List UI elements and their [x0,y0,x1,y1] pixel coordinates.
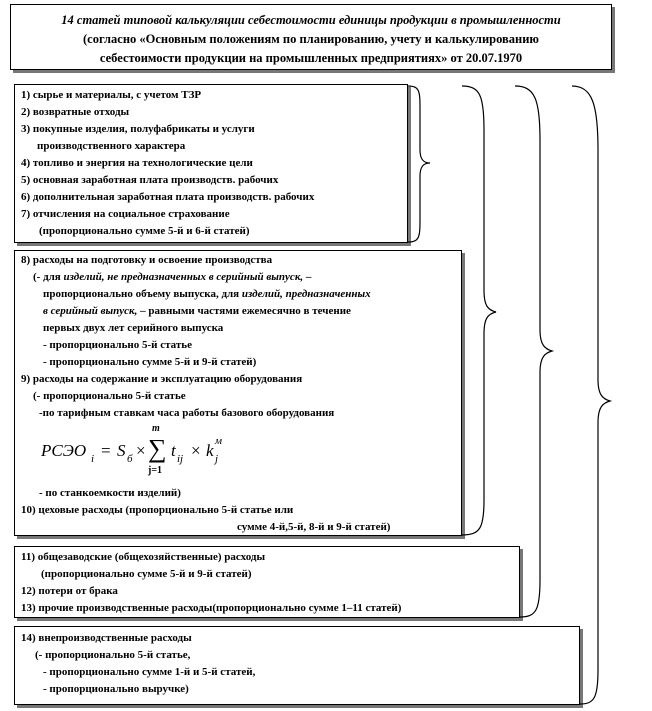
formula-s-sub: б [127,453,133,465]
item-6: 6) дополнительная заработная плата производств. рабочих [21,191,315,203]
item-5: 5) основная заработная плата производств. рабочих [21,174,279,186]
item-7: 7) отчисления на социальное страхование [21,208,230,220]
item-8-line-6: - пропорционально 5-й статье [43,339,192,351]
item-4: 4) топливо и энергия на технологические цели [21,157,253,169]
brace-production [515,86,552,617]
item-1: 1) сырье и материалы, с учетом ТЗР [21,89,202,101]
item-3-cont: производственного характера [37,140,186,152]
formula-sigma: ∑ [148,434,167,463]
formula-t: t [171,441,176,460]
item-14-line-2: (- пропорционально 5-й статье, [35,649,191,661]
formula-sum-top: m [152,423,160,434]
formula-sum-bottom: j=1 [148,465,163,476]
item-13: 13) прочие производственные расходы(пропорционально сумме 1–11 статей) [21,602,402,614]
item-8: 8) расходы на подготовку и освоение производства [21,254,273,266]
formula-k: k [206,441,214,460]
item-9-line-4: - по станкоемкости изделий) [39,487,181,499]
header-title: 14 статей типовой калькуляции себестоимости единицы продукции в промышленности [61,13,561,27]
item-8-l4a: в серийный выпуск, [43,305,138,317]
item-11-note: (пропорционально сумме 5-й и 9-й статей) [41,568,252,580]
item-10: 10) цеховые расходы (пропорционально 5-й статье или [21,504,294,516]
item-9-line-3: -по тарифным ставкам часа работы базового оборудования [39,407,335,419]
formula-lhs: РСЭО [41,441,87,460]
formula-k-sub: j [215,453,219,465]
item-8-l4b: – равными частями ежемесячно в течение [137,305,351,317]
item-9: 9) расходы на содержание и эксплуатацию оборудования [21,373,303,385]
header-subtitle-2: себестоимости продукции на промышленных предприятиях» от 20.07.1970 [99,51,523,65]
formula-k-sup: м [215,435,223,447]
formula-times-2: × [191,441,201,460]
formula-s: S [117,441,126,460]
item-14-line-4: - пропорционально выручке) [43,683,189,695]
item-10-cont: сумме 4-й,5-й, 8-й и 9-й статей) [237,521,391,533]
item-8-l2b: изделий, не предназначенных в серийный выпуск, [63,271,304,283]
formula-times-1: × [136,441,146,460]
item-8-line-7: - пропорционально сумме 5-й и 9-й статей) [43,356,257,368]
formula-eq: = [101,441,111,460]
item-11: 11) общезаводские (общехозяйственные) расходы [21,551,266,563]
item-2: 2) возвратные отходы [21,106,130,118]
item-12: 12) потери от брака [21,585,118,597]
formula-lhs-sub: i [91,453,95,465]
item-9-line-2: (- пропорционально 5-й статье [33,390,186,402]
item-3: 3) покупные изделия, полуфабрикаты и услуги [21,123,255,135]
brace-group-1 [408,86,430,242]
item-8-l3b: изделий, предназначенных [241,288,371,300]
item-7-note: (пропорционально сумме 5-й и 6-й статей) [39,225,250,237]
item-14: 14) внепроизводственные расходы [21,632,192,644]
item-8-l3a: пропорционально объему выпуска, для [43,288,242,300]
item-8-line-5: первых двух лет серийного выпуска [43,322,224,334]
brace-full [572,86,610,704]
formula-t-sub: ij [177,453,184,465]
item-14-line-3: - пропорционально сумме 1-й и 5-й статей, [43,666,256,678]
item-8-l2c: – [303,271,312,283]
header-subtitle-1: (согласно «Основным положениям по планированию, учету и калькулированию [83,32,539,46]
brace-materials [462,86,496,535]
item-8-l2a: (- для [33,271,64,283]
